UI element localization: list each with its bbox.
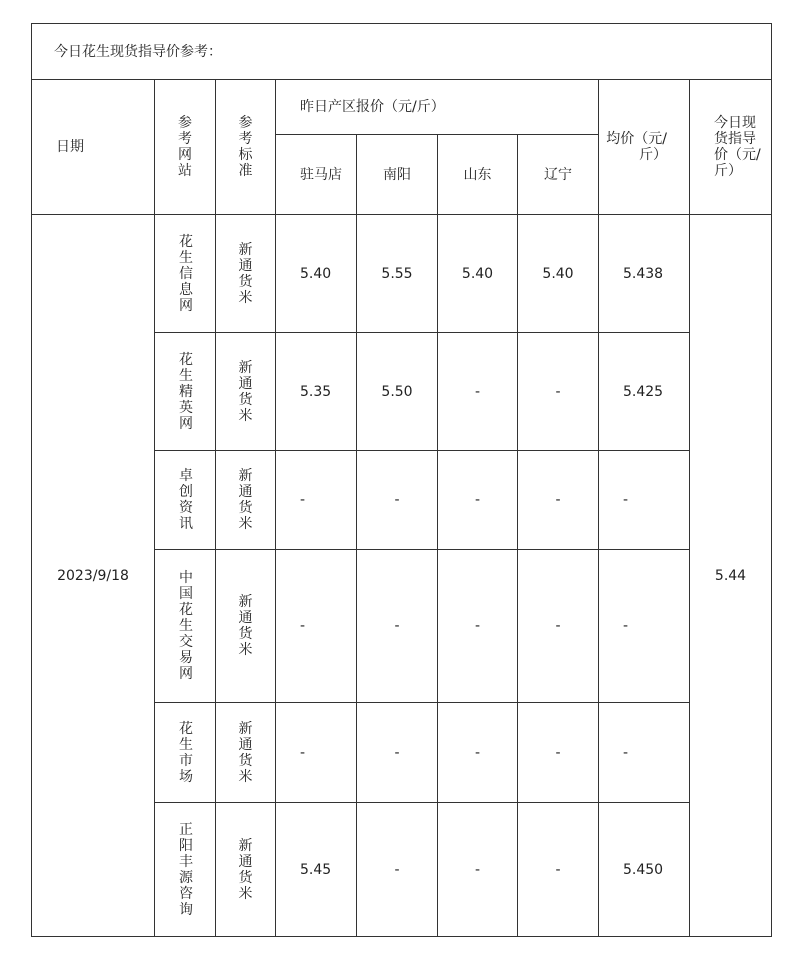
site-cell: 正阳丰源咨询: [155, 803, 216, 937]
price-cell: -: [276, 451, 357, 550]
price-cell: 5.40: [518, 215, 599, 333]
avg-cell: 5.450: [599, 803, 690, 937]
table-title: 今日花生现货指导价参考：: [32, 24, 772, 80]
standard-cell: 新通货米: [216, 550, 276, 703]
header-region-group: 昨日产区报价（元/斤）: [276, 80, 599, 135]
site-cell: 花生信息网: [155, 215, 216, 333]
price-cell: -: [357, 451, 438, 550]
avg-cell: -: [599, 550, 690, 703]
header-standard: 参考标准: [216, 80, 276, 215]
header-date: 日期: [32, 80, 155, 215]
header-site: 参考网站: [155, 80, 216, 215]
header-guide: 今日现货指导价（元/斤）: [690, 80, 772, 215]
price-cell: 5.45: [276, 803, 357, 937]
price-cell: -: [518, 703, 599, 803]
price-cell: 5.35: [276, 333, 357, 451]
standard-cell: 新通货米: [216, 803, 276, 937]
date-cell: 2023/9/18: [32, 215, 155, 937]
price-cell: -: [276, 703, 357, 803]
header-region: 驻马店: [276, 135, 357, 215]
standard-cell: 新通货米: [216, 215, 276, 333]
site-cell: 花生市场: [155, 703, 216, 803]
price-cell: -: [276, 550, 357, 703]
avg-cell: -: [599, 451, 690, 550]
price-cell: 5.40: [276, 215, 357, 333]
price-cell: 5.40: [438, 215, 518, 333]
price-cell: -: [438, 703, 518, 803]
table-row: [32, 215, 772, 333]
price-table: [31, 23, 772, 937]
site-cell: 中国花生交易网: [155, 550, 216, 703]
site-cell: 卓创资讯: [155, 451, 216, 550]
header-region: 辽宁: [518, 135, 599, 215]
price-cell: -: [438, 550, 518, 703]
price-cell: -: [357, 550, 438, 703]
price-cell: 5.50: [357, 333, 438, 451]
price-cell: -: [518, 333, 599, 451]
header-region: 南阳: [357, 135, 438, 215]
price-cell: -: [518, 451, 599, 550]
standard-cell: 新通货米: [216, 703, 276, 803]
standard-cell: 新通货米: [216, 451, 276, 550]
avg-cell: 5.438: [599, 215, 690, 333]
standard-cell: 新通货米: [216, 333, 276, 451]
price-cell: -: [357, 703, 438, 803]
price-cell: -: [438, 803, 518, 937]
price-cell: -: [357, 803, 438, 937]
avg-cell: 5.425: [599, 333, 690, 451]
site-cell: 花生精英网: [155, 333, 216, 451]
guide-price-cell: 5.44: [690, 215, 772, 937]
header-region: 山东: [438, 135, 518, 215]
price-cell: -: [518, 803, 599, 937]
price-cell: -: [518, 550, 599, 703]
price-cell: 5.55: [357, 215, 438, 333]
avg-cell: -: [599, 703, 690, 803]
header-avg: 均价（元/斤）: [599, 80, 690, 215]
price-cell: -: [438, 451, 518, 550]
price-cell: -: [438, 333, 518, 451]
